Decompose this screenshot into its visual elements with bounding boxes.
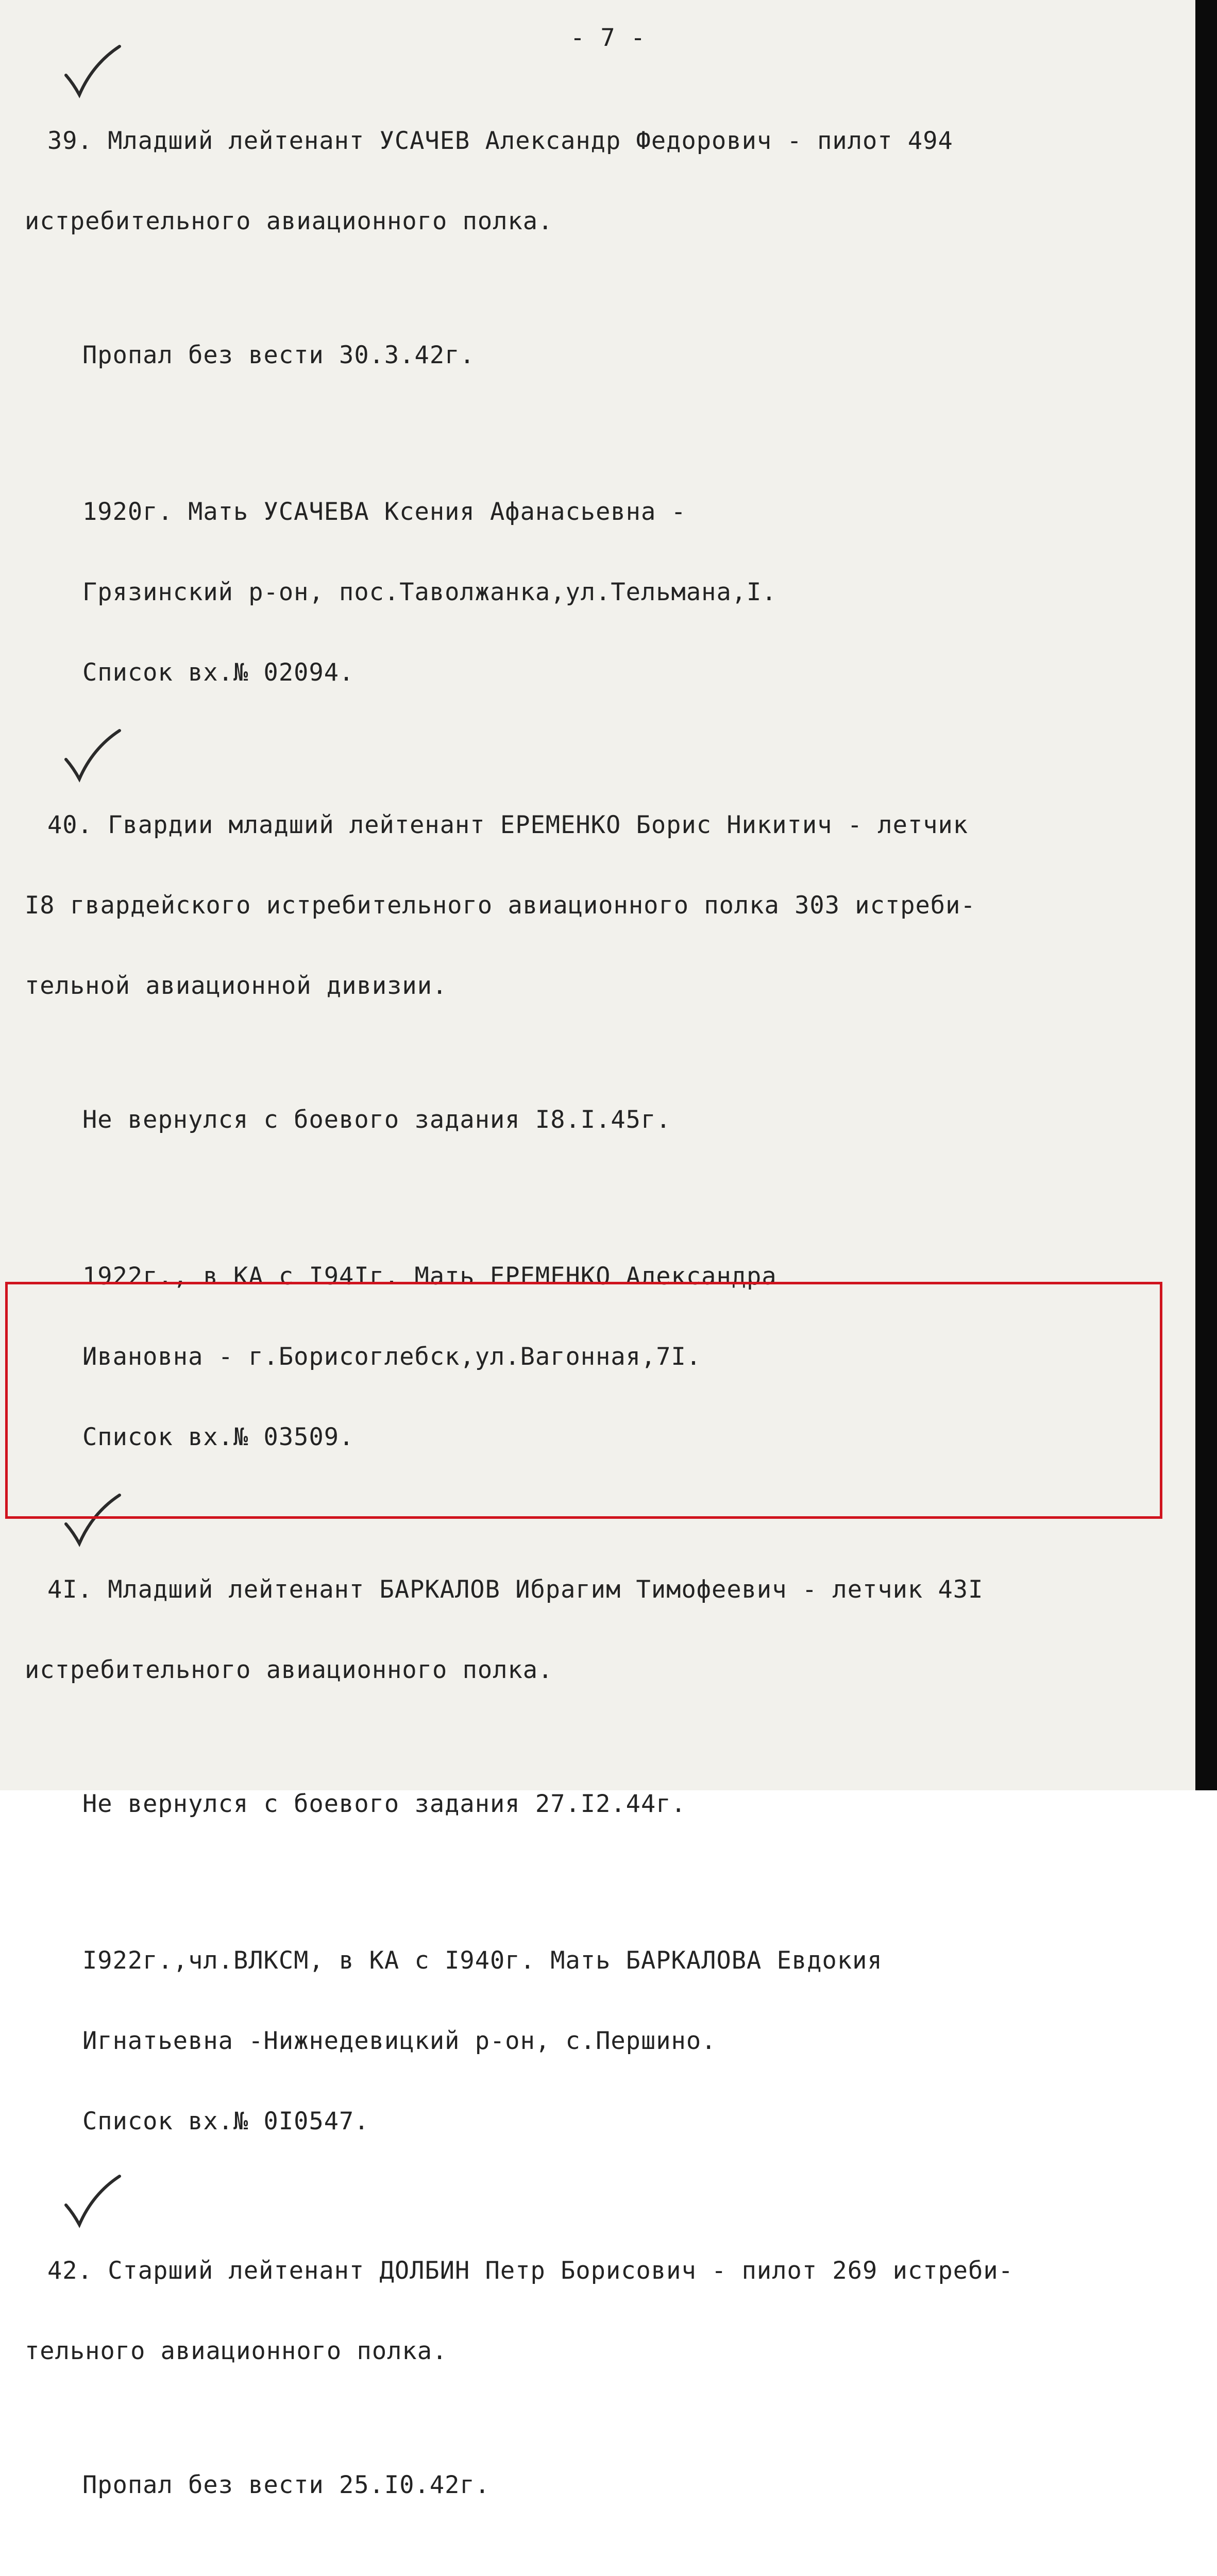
- list-item: [25, 74, 1159, 740]
- entry-status: Не вернулся с боевого задания I8.I.45г.: [82, 1106, 671, 1134]
- entry-heading: 4I. Младший лейтенант БАРКАЛОВ Ибрагим Тимофеевич - летчик 43I истребительного авиационного полка.: [25, 1575, 984, 1684]
- check-mark-icon: [62, 43, 124, 100]
- entry-heading: 40. Гвардии младший лейтенант ЕРЕМЕНКО Борис Никитич - летчик I8 гвардейского истребительного авиационного полка 303 истреби- тельной авиационной дивизии.: [25, 811, 976, 1000]
- entry-status: Пропал без вести 30.3.42г.: [82, 341, 475, 369]
- entry-number: 40.: [47, 811, 93, 839]
- entry-status: Не вернулся с боевого задания 27.I2.44г.: [82, 1790, 686, 1818]
- check-mark-icon: [62, 2173, 124, 2230]
- entry-status: Пропал без вести 25.I0.42г.: [82, 2471, 491, 2499]
- entry-heading: 39. Младший лейтенант УСАЧЕВ Александр Федорович - пилот 494 истребительного авиационного полка.: [25, 127, 953, 235]
- entry-number: 4I.: [47, 1575, 93, 1604]
- entry-heading: 42. Старший лейтенант ДОЛБИН Петр Борисович - пилот 269 истреби- тельного авиационного полка.: [25, 2257, 1013, 2365]
- entry-number: 42.: [47, 2257, 93, 2285]
- list-item: [25, 1523, 1159, 2189]
- list-item: [25, 2204, 1159, 2576]
- entry-number: 39.: [47, 127, 93, 155]
- entry-relative: I922г.,чл.ВЛКСМ, в КА с I940г. Мать БАРКАЛОВА Евдокия Игнатьевна -Нижнедевицкий р-он, с.Першино. Список вх.№ 0I0547.: [82, 1946, 883, 2136]
- page-number: - 7 -: [570, 24, 646, 52]
- entry-relative: 1922г., в КА с I94Iг. Мать ЕРЕМЕНКО Александра Ивановна - г.Борисоглебск,ул.Вагонная,7I. Список вх.№ 03509.: [82, 1262, 777, 1451]
- scan-edge: [1195, 0, 1217, 1790]
- highlight-box: [5, 1282, 1162, 1519]
- check-mark-icon: [62, 727, 124, 784]
- entry-relative: 1920г. Мать УСАЧЕВА Ксения Афанасьевна - Грязинский р-он, пос.Таволжанка,ул.Тельмана,I. Список вх.№ 02094.: [82, 498, 777, 687]
